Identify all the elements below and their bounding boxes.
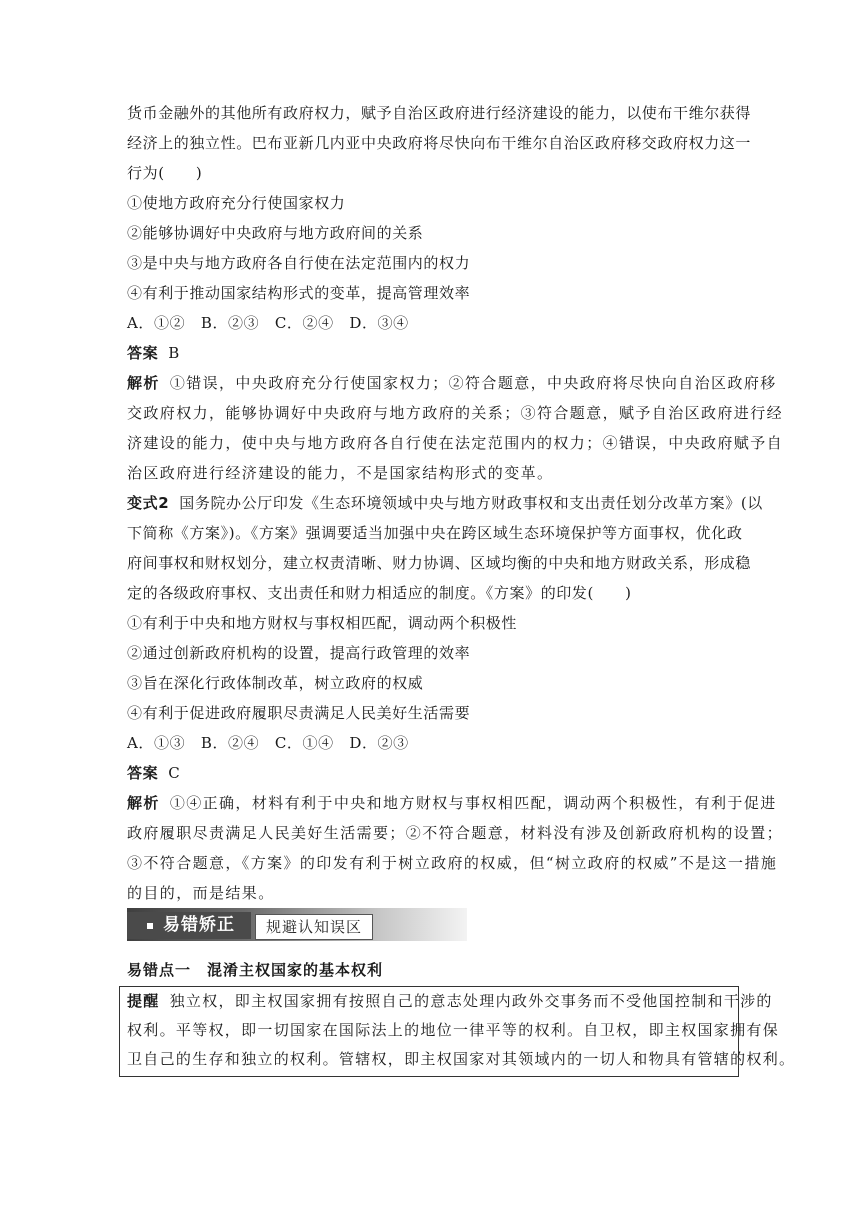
question-text-line: 经济上的独立性。巴布亚新几内亚中央政府将尽快向布干维尔自治区政府移交政府权力这一: [127, 134, 752, 152]
question-text-line: 行为( ): [127, 164, 203, 182]
option-1: ①有利于中央和地方财权与事权相匹配，调动两个积极性: [127, 614, 518, 632]
analysis-text: ①④正确，材料有利于中央和地方财权与事权相匹配，调动两个积极性，有利于促进: [169, 794, 777, 812]
section-header: [127, 908, 467, 941]
analysis-line: [127, 788, 777, 818]
document-body: [127, 98, 784, 908]
option-3: ③旨在深化行政体制改革，树立政府的权威: [127, 674, 424, 692]
option-1: ①使地方政府充分行使国家权力: [127, 194, 346, 212]
tip-box: [119, 986, 796, 1077]
answer-value: C: [168, 764, 181, 782]
analysis-line: 济建设的能力，使中央与地方政府各自行使在法定范围内的权力；④错误，中央政府赋予自: [127, 434, 784, 452]
question-text: 国务院办公厅印发《生态环境领域中央与地方财政事权和支出责任划分改革方案》(以: [179, 494, 763, 512]
question-text-line: 定的各级政府事权、支出责任和财力相适应的制度。《方案》的印发( ): [127, 584, 632, 602]
analysis-line: 政府履职尽责满足人民美好生活需要；②不符合题意，材料没有涉及创新政府机构的设置；: [127, 824, 784, 842]
analysis-label: 解析: [127, 794, 160, 812]
analysis-line: 的目的，而是结果。: [127, 884, 275, 902]
option-3: ③是中央与地方政府各自行使在法定范围内的权力: [127, 254, 471, 272]
error-point-title: 易错点一 混淆主权国家的基本权利: [127, 961, 384, 979]
variant-label: 变式2: [127, 494, 170, 512]
answer-choices: A．①② B．②③ C．②④ D．③④: [127, 314, 409, 332]
analysis-text: ①错误，中央政府充分行使国家权力；②符合题意，中央政府将尽快向自治区政府移: [169, 374, 777, 392]
tip-line: 卫自己的生存和独立的权利。管辖权，即主权国家对其领域内的一切人和物具有管辖的权利。: [127, 1050, 796, 1068]
answer-row: [127, 758, 737, 788]
tip-label: 提醒: [127, 992, 160, 1010]
tip-text: 独立权，即主权国家拥有按照自己的意志处理内政外交事务而不受他国控制和干涉的: [169, 992, 773, 1010]
option-4: ④有利于推动国家结构形式的变革，提高管理效率: [127, 284, 471, 302]
section-subtitle: 规避认知误区: [255, 914, 373, 940]
analysis-label: 解析: [127, 374, 160, 392]
question-text-line: 府间事权和财权划分，建立权责清晰、财力协调、区域均衡的中央和地方财政关系，形成稳: [127, 554, 752, 572]
analysis-line: 治区政府进行经济建设的能力，不是国家结构形式的变革。: [127, 464, 554, 482]
answer-label: 答案: [127, 764, 159, 782]
answer-label: 答案: [127, 344, 159, 362]
section-title: 易错矫正: [163, 915, 235, 935]
question-text-line: [127, 488, 763, 518]
option-4: ④有利于促进政府履职尽责满足人民美好生活需要: [127, 704, 471, 722]
tip-line: [127, 987, 773, 1016]
analysis-line: [127, 368, 777, 398]
question-text-line: 下简称《方案》)。《方案》强调要适当加强中央在跨区域生态环境保护等方面事权，优化政: [127, 524, 743, 542]
square-bullet-icon: [147, 923, 153, 929]
option-2: ②通过创新政府机构的设置，提高行政管理的效率: [127, 644, 471, 662]
question-text-line: 货币金融外的其他所有政府权力，赋予自治区政府进行经济建设的能力，以使布干维尔获得: [127, 104, 752, 122]
option-2: ②能够协调好中央政府与地方政府间的关系: [127, 224, 424, 242]
answer-choices: A．①③ B．②④ C．①④ D．②③: [127, 734, 409, 752]
answer-row: [127, 338, 737, 368]
tip-line: 权利。平等权，即一切国家在国际法上的地位一律平等的权利。自卫权，即主权国家拥有保: [127, 1021, 780, 1039]
answer-value: B: [168, 344, 180, 362]
analysis-line: ③不符合题意，《方案》的印发有利于树立政府的权威，但“树立政府的权威”不是这一措施: [127, 854, 778, 872]
analysis-line: 交政府权力，能够协调好中央政府与地方政府的关系；③符合题意，赋予自治区政府进行经: [127, 404, 784, 422]
